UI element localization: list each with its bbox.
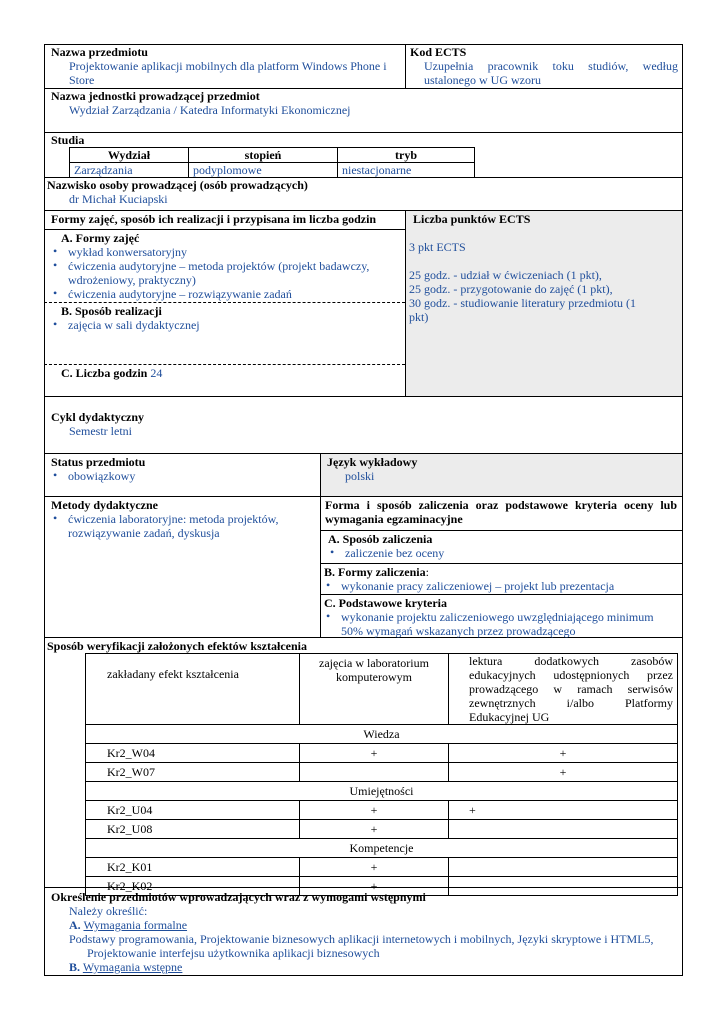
verification-header-reading: lektura dodatkowych zasobów edukacyjnych udostępnionych przez prowadzącego w ramach serwisów zewnętrznych i/albo Platformy Edukacyjnej UG bbox=[449, 654, 678, 725]
verification-table bbox=[85, 653, 678, 896]
realization-item: • zajęcia w sali dydaktycznej bbox=[51, 318, 403, 332]
verification-header-lab: zajęcia w laboratorium komputerowym bbox=[300, 654, 449, 725]
form-item: • ćwiczenia audytoryjne – rozwiązywanie zadań bbox=[51, 287, 403, 301]
assessment-c-value: • wykonanie projektu zaliczeniowego uwzględniającego minimum 50% wymagań wskazanych przez prowadzącego bbox=[324, 610, 670, 638]
reading-mark: + bbox=[449, 744, 678, 763]
ects-code-label: Kod ECTS bbox=[410, 45, 467, 59]
lecturer-value: dr Michał Kuciapski bbox=[69, 192, 168, 206]
forms-b-section bbox=[51, 304, 403, 332]
subject-cell bbox=[51, 45, 401, 87]
lab-mark: + bbox=[300, 744, 449, 763]
forms-c-section bbox=[61, 366, 401, 380]
verification-group-title: Kompetencje bbox=[86, 839, 678, 858]
ects-points-label: Liczba punktów ECTS bbox=[413, 212, 531, 226]
studies-table bbox=[69, 147, 475, 178]
assessment-b-value: • wykonanie pracy zaliczeniowej – projekt lub prezentacja bbox=[324, 579, 678, 593]
studies-value-degree: podyplomowe bbox=[189, 163, 338, 178]
assessment-b-colon: : bbox=[425, 565, 429, 579]
status-cell bbox=[51, 455, 316, 483]
unit-value: Wydział Zarządzania / Katedra Informatyki Ekonomicznej bbox=[69, 103, 351, 117]
ects-code-cell bbox=[410, 45, 678, 87]
subject-label: Nazwa przedmiotu bbox=[51, 45, 148, 59]
reading-mark bbox=[449, 858, 678, 877]
forms-c-label: C. Liczba godzin bbox=[61, 366, 148, 380]
assessment-b-label: B. Formy zaliczenia bbox=[324, 565, 426, 579]
language-label: Język wykładowy bbox=[327, 455, 418, 469]
assessment-label: Forma i sposób zaliczenia oraz podstawowe kryteria oceny lub wymagania egzaminacyjne bbox=[325, 498, 677, 526]
assessment-c-label: C. Podstawowe kryteria bbox=[324, 596, 447, 610]
prerequisites-a-label: Wymagania formalne bbox=[83, 918, 188, 932]
effect-code: Kr2_K01 bbox=[86, 858, 300, 877]
prerequisites-b-letter: B. bbox=[69, 960, 81, 974]
studies-header-mode: tryb bbox=[338, 148, 475, 163]
lecturer-cell bbox=[47, 178, 667, 206]
prerequisites-b-label: Wymagania wstępne bbox=[82, 960, 183, 974]
studies-header-faculty: Wydział bbox=[70, 148, 189, 163]
table-row bbox=[86, 763, 678, 782]
assessment-a-label: A. Sposób zaliczenia bbox=[328, 532, 433, 546]
studies-value-faculty: Zarządzania bbox=[70, 163, 189, 178]
form-item: • ćwiczenia audytoryjne – metoda projektów (projekt badawczy, wdrożeniowy, praktyczny) bbox=[51, 259, 403, 287]
assessment-b-section bbox=[324, 565, 678, 593]
verification-group-title: Umiejętności bbox=[86, 782, 678, 801]
lab-mark bbox=[300, 763, 449, 782]
methods-cell bbox=[51, 498, 313, 540]
forms-b-label: B. Sposób realizacji bbox=[61, 304, 162, 318]
verification-header-effect: zakładany efekt kształcenia bbox=[86, 654, 300, 725]
lecturer-label: Nazwisko osoby prowadzącej (osób prowadzących) bbox=[47, 178, 308, 192]
lab-mark: + bbox=[300, 858, 449, 877]
language-cell bbox=[327, 455, 677, 483]
unit-cell bbox=[51, 89, 671, 117]
forms-c-value: 24 bbox=[150, 366, 163, 380]
effect-code: Kr2_W07 bbox=[86, 763, 300, 782]
assessment-a-section bbox=[328, 532, 678, 560]
effect-code: Kr2_U04 bbox=[86, 801, 300, 820]
lab-mark: + bbox=[300, 801, 449, 820]
studies-value-mode: niestacjonarne bbox=[338, 163, 475, 178]
prerequisites-cell bbox=[51, 890, 679, 974]
cycle-label: Cykl dydaktyczny bbox=[51, 410, 145, 424]
assessment-a-value: • zaliczenie bez oceny bbox=[328, 546, 678, 560]
forms-a-label: A. Formy zajęć bbox=[61, 231, 140, 245]
forms-label: Formy zajęć, sposób ich realizacji i przypisana im liczba godzin bbox=[51, 212, 377, 226]
effect-code: Kr2_U08 bbox=[86, 820, 300, 839]
unit-label: Nazwa jednostki prowadzącej przedmiot bbox=[51, 89, 260, 103]
effect-code: Kr2_W04 bbox=[86, 744, 300, 763]
table-row bbox=[86, 820, 678, 839]
lab-mark: + bbox=[300, 820, 449, 839]
prerequisites-a-text: Podstawy programowania, Projektowanie biznesowych aplikacji internetowych i mobilnych, Języki skryptowe i HTML5, Projektowanie interfejsu użytkownika aplikacji biznesowych bbox=[69, 932, 654, 960]
table-row bbox=[86, 801, 678, 820]
ects-points-line: 25 godz. - udział w ćwiczeniach (1 pkt), bbox=[409, 268, 602, 282]
prerequisites-a-letter: A. bbox=[69, 918, 81, 932]
reading-mark: + bbox=[449, 763, 678, 782]
form-item: • wykład konwersatoryjny bbox=[51, 245, 403, 259]
language-value: polski bbox=[345, 469, 375, 483]
table-row bbox=[86, 858, 678, 877]
ects-points-value: 3 pkt ECTS bbox=[409, 240, 466, 254]
prerequisites-intro: Należy określić: bbox=[69, 904, 148, 918]
status-value: • obowiązkowy bbox=[51, 469, 316, 483]
methods-label: Metody dydaktyczne bbox=[51, 498, 158, 512]
ects-points-cell bbox=[409, 212, 671, 324]
ects-points-line: 30 godz. - studiowanie literatury przedmiotu (1 pkt) bbox=[409, 296, 636, 324]
reading-mark: + bbox=[449, 801, 678, 820]
effect-code: Kr2_K02 bbox=[86, 877, 300, 896]
table-row bbox=[86, 744, 678, 763]
cycle-cell bbox=[51, 410, 651, 438]
reading-mark bbox=[449, 820, 678, 839]
forms-a-section bbox=[51, 231, 403, 301]
methods-value: • ćwiczenia laboratoryjne: metoda projektów, rozwiązywanie zadań, dyskusja bbox=[51, 512, 313, 540]
subject-value: Projektowanie aplikacji mobilnych dla platform Windows Phone i Store bbox=[69, 59, 387, 87]
verification-group-title: Wiedza bbox=[86, 725, 678, 744]
studies-header-degree: stopień bbox=[189, 148, 338, 163]
prerequisites-label: Określenie przedmiotów wprowadzających wraz z wymogami wstępnymi bbox=[51, 890, 426, 904]
status-label: Status przedmiotu bbox=[51, 455, 146, 469]
cycle-value: Semestr letni bbox=[69, 424, 132, 438]
studies-label: Studia bbox=[51, 133, 85, 147]
lab-mark: + bbox=[300, 877, 449, 896]
assessment-c-section bbox=[324, 596, 670, 638]
ects-code-value: Uzupełnia pracownik toku studiów, według ustalonego w UG wzoru bbox=[424, 59, 678, 87]
ects-points-line: 25 godz. - przygotowanie do zajęć (1 pkt), bbox=[409, 282, 613, 296]
verification-label: Sposób weryfikacji założonych efektów kształcenia bbox=[47, 639, 307, 653]
